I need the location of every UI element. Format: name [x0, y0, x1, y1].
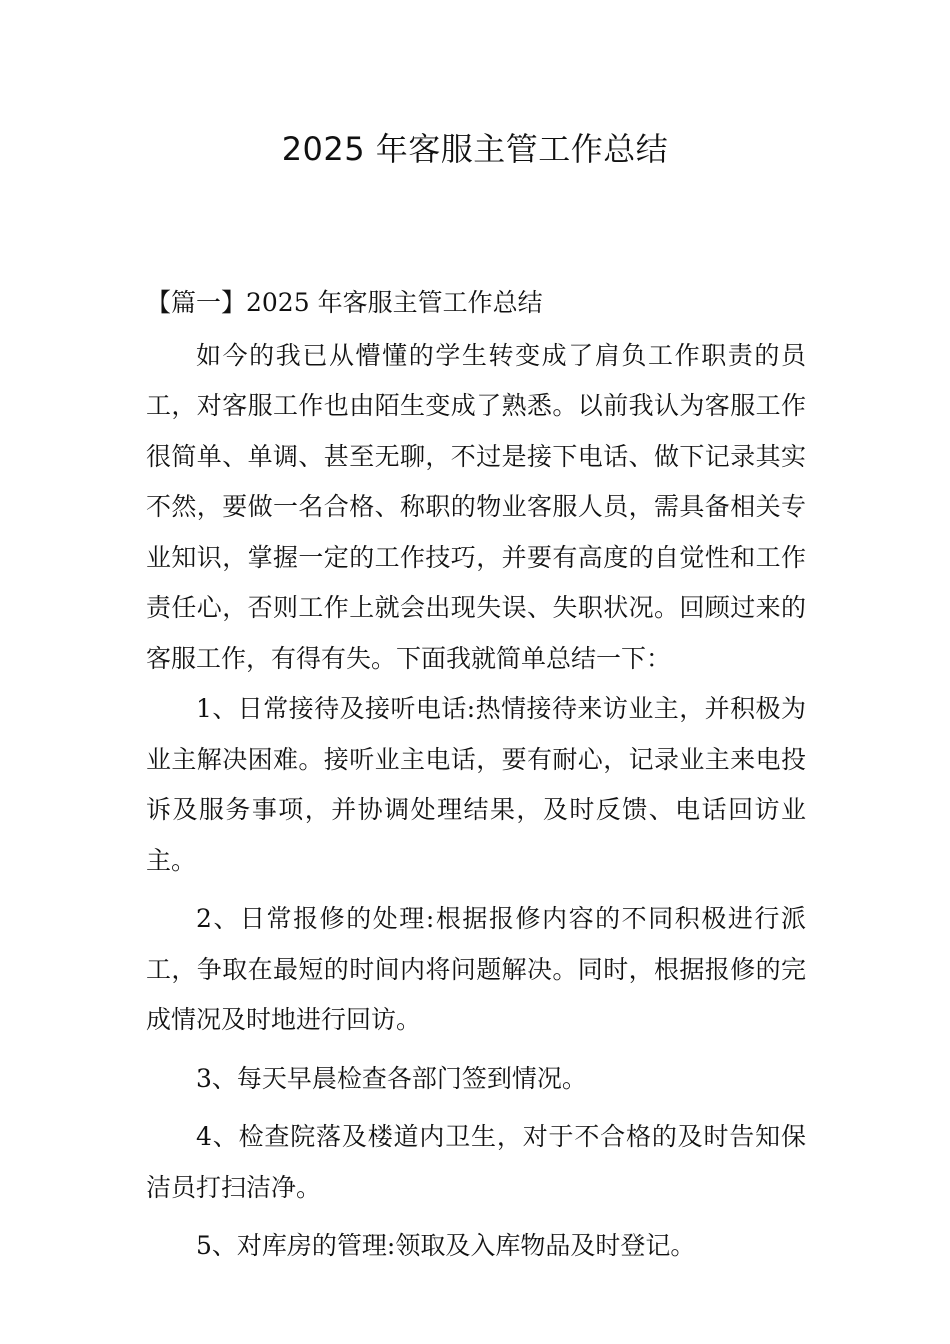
- list-item: 3、每天早晨检查各部门签到情况。: [196, 1063, 587, 1093]
- document-title: 2025 年客服主管工作总结: [281, 130, 669, 168]
- list-item: 4、检查院落及楼道内卫生，对于不合格的及时告知保洁员打扫洁净。: [146, 1122, 806, 1202]
- list-item: 2、日常报修的处理:根据报修内容的不同积极进行派工，争取在最短的时间内将问题解决。同时，根据报修的完成情况及时地进行回访。: [146, 904, 806, 1034]
- list-item: 5、对库房的管理:领取及入库物品及时登记。: [196, 1231, 696, 1260]
- document-body: [146, 278, 806, 1280]
- intro-paragraph: 如今的我已从懵懂的学生转变成了肩负工作职责的员工，对客服工作也由陌生变成了熟悉。以前我认为客服工作很简单、单调、甚至无聊，不过是接下电话、做下记录其实不然，要做一名合格、称职的物业客服人员，需具备相关专业知识，掌握一定的工作技巧，并要有高度的自觉性和工作责任心，否则工作上就会出现失误、失职状况。回顾过来的客服工作，有得有失。下面我就简单总结一下：: [146, 340, 806, 673]
- section-heading: 【篇一】2025 年客服主管工作总结: [146, 288, 543, 317]
- list-item: 1、日常接待及接听电话:热情接待来访业主，并积极为业主解决困难。接听业主电话，要有耐心，记录业主来电投诉及服务事项，并协调处理结果，及时反馈、电话回访业主。: [146, 694, 806, 875]
